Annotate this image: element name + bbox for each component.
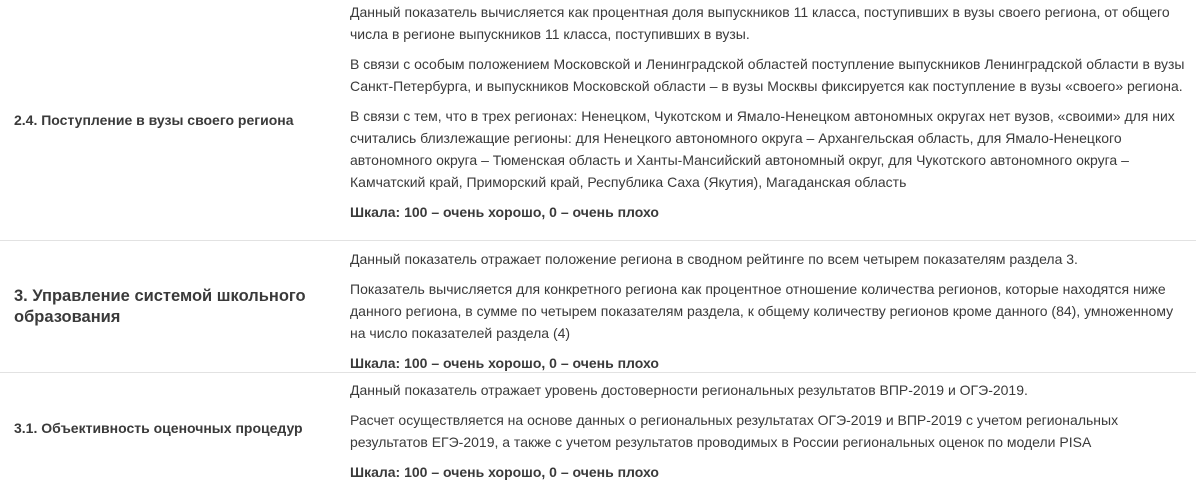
- table-row: [0, 0, 1196, 241]
- description-paragraph: Данный показатель вычисляется как процентная доля выпускников 11 класса, поступивших в вузы своего региона, от общего числа в регионе выпускников 11 класса, поступивших в вузы.: [350, 4, 1170, 42]
- description-paragraph: Данный показатель отражает положение региона в сводном рейтинге по всем четырем показателям раздела 3.: [350, 251, 1078, 267]
- indicator-label-cell: [0, 0, 336, 240]
- table-row: [0, 241, 1196, 373]
- description-paragraph: Расчет осуществляется на основе данных о региональных результатах ОГЭ-2019 и ВПР-2019 с учетом региональных результатов ЕГЭ-2019, а также с учетом результатов проводимых в России региональных оценок по модели PISA: [350, 412, 1119, 450]
- indicator-label-cell: [0, 373, 336, 482]
- description-paragraph: Показатель вычисляется для конкретного региона как процентное отношение количества регионов, которые находятся ниже данного региона, в сумме по четырем показателям раздела, к общему количеству регионов кроме данного (84), умноженному на число показателей раздела (4): [350, 281, 1174, 341]
- scale-note: Шкала: 100 – очень хорошо, 0 – очень плохо: [350, 204, 659, 220]
- indicator-description: [336, 241, 1196, 372]
- indicator-label-cell: [0, 241, 336, 372]
- indicator-label: 3.1. Объективность оценочных процедур: [14, 419, 303, 436]
- scale-note: Шкала: 100 – очень хорошо, 0 – очень плохо: [350, 355, 659, 371]
- section-label: 3. Управление системой школьного образования: [14, 286, 306, 326]
- table-row: [0, 373, 1196, 482]
- description-paragraph: В связи с тем, что в трех регионах: Ненецком, Чукотском и Ямало-Ненецком автономных округах нет вузов, «своими» для них считались близлежащие регионы: для Ненецкого автономного округа – Архангельская область, для Ямало-Ненецкого автономного округа – Тюменская область и Ханты-Мансийский автономный округ, для Чукотского автономного округа – Камчатский край, Приморский край, Республика Саха (Якутия), Магаданская область: [350, 108, 1175, 190]
- indicator-label: 2.4. Поступление в вузы своего региона: [14, 112, 294, 128]
- description-paragraph: В связи с особым положением Московской и Ленинградской областей поступление выпускников Ленинградской области в вузы Санкт-Петербурга, и выпускников Московской области – в вузы Москвы фиксируется как поступление в вузы «своего» региона.: [350, 56, 1185, 94]
- scale-note: Шкала: 100 – очень хорошо, 0 – очень плохо: [350, 464, 659, 480]
- description-paragraph: Данный показатель отражает уровень достоверности региональных результатов ВПР-2019 и ОГЭ-2019.: [350, 382, 1028, 398]
- indicator-description: [336, 373, 1196, 482]
- indicator-description: [336, 0, 1196, 240]
